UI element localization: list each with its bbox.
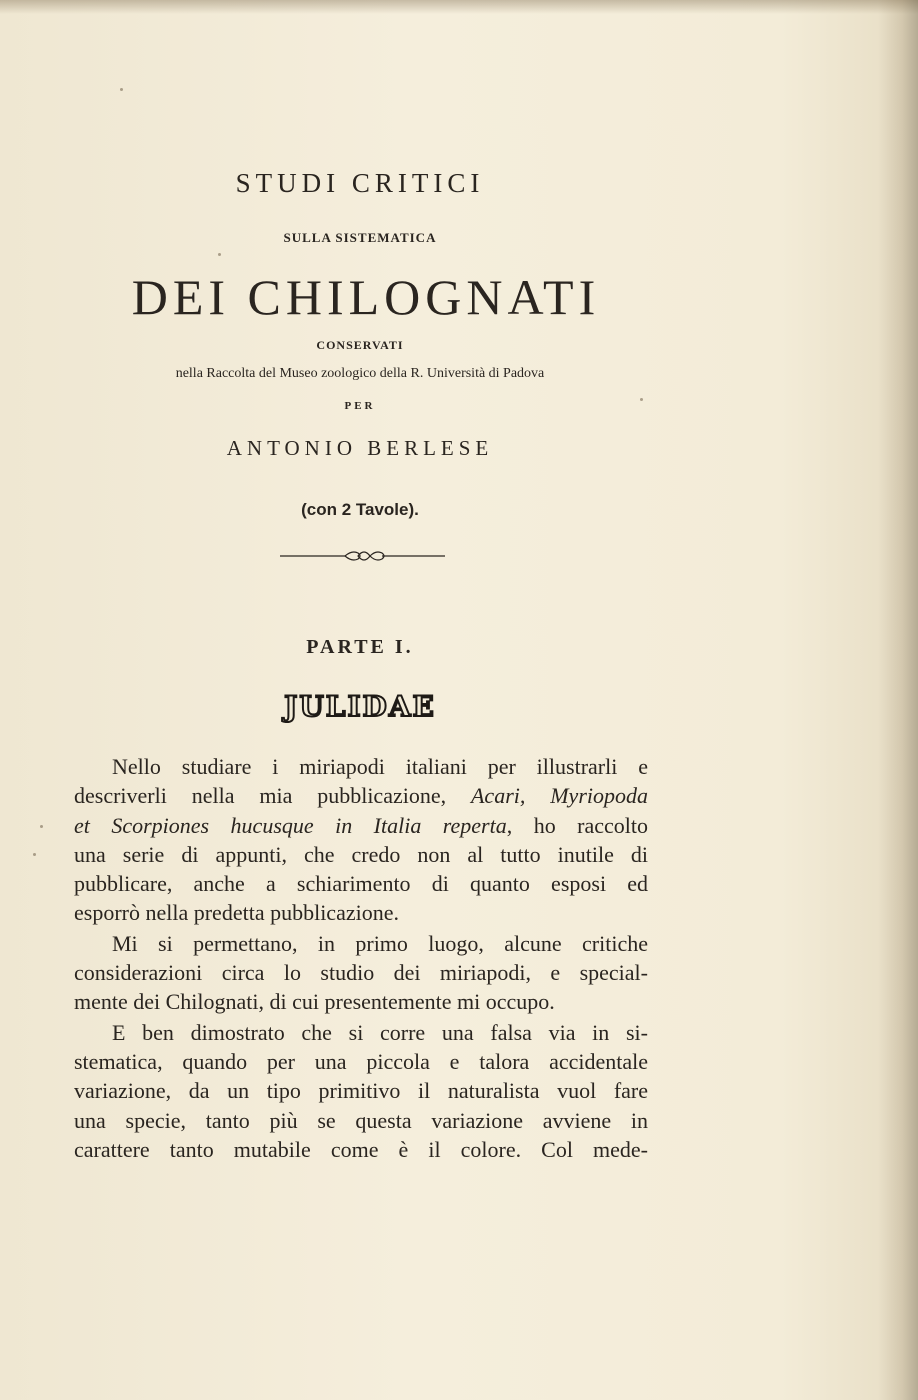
- page-top-edge: [0, 0, 918, 14]
- italic-title-part: et Scorpiones hucusque in Italia reperta: [74, 812, 507, 838]
- italic-title-part: Acari, Myriopoda: [470, 783, 648, 809]
- title-studi-critici: STUDI CRITICI: [235, 168, 485, 198]
- text-line: pubblicare, anche a schiarimento di quanto esposi ed: [74, 871, 648, 897]
- text-line: stematica, quando per una piccola e talora accidentale: [74, 1048, 648, 1074]
- text-line: descriverli nella mia pubblicazione, Acari, Myriopoda: [74, 783, 648, 809]
- byline-per: PER: [344, 400, 376, 412]
- plates-note: (con 2 Tavole).: [301, 500, 419, 519]
- author-name: ANTONIO BERLESE: [226, 436, 494, 460]
- text-line: et Scorpiones hucusque in Italia reperta, ho raccolto: [74, 812, 648, 838]
- ink-speck: [120, 88, 123, 91]
- text-line: mente dei Chilognati, di cui presentemente mi occupo.: [74, 989, 555, 1015]
- ink-speck: [218, 253, 221, 256]
- text-line: una specie, tanto più se questa variazione avviene in: [74, 1107, 648, 1133]
- text-line: carattere tanto mutabile come è il colore. Col mede-: [74, 1136, 648, 1162]
- subtitle-sulla-sistematica: SULLA SISTEMATICA: [283, 230, 437, 245]
- ink-speck: [33, 853, 36, 856]
- part-heading: PARTE I.: [306, 636, 414, 658]
- main-title: DEI CHILOGNATI: [131, 269, 601, 325]
- text-line: esporrò nella predetta pubblicazione.: [74, 900, 399, 926]
- ink-speck: [40, 825, 43, 828]
- body-text: [74, 752, 648, 1164]
- text-line: E ben dimostrato che si corre una falsa via in si-: [112, 1019, 648, 1045]
- text-line: considerazioni circa lo studio dei miriapodi, e special-: [74, 960, 648, 986]
- subtitle-collection: nella Raccolta del Museo zoologico della R. Università di Padova: [175, 366, 545, 381]
- family-heading: JULIDAE: [284, 690, 436, 723]
- subtitle-conservati: CONSERVATI: [316, 338, 404, 352]
- text-line: Nello studiare i miriapodi italiani per illustrarli e: [112, 754, 648, 779]
- ornament-divider-icon: [280, 545, 445, 567]
- paragraph-2: [74, 929, 648, 1017]
- text-line: variazione, da un tipo primitivo il naturalista vuol fare: [74, 1078, 648, 1104]
- paragraph-3: [74, 1018, 648, 1164]
- page-right-edge: [878, 0, 918, 1400]
- text-line: Mi si permettano, in primo luogo, alcune critiche: [112, 930, 648, 956]
- paragraph-1: [74, 752, 648, 928]
- ink-speck: [640, 398, 643, 401]
- text-line: una serie di appunti, che credo non al tutto inutile di: [74, 841, 648, 867]
